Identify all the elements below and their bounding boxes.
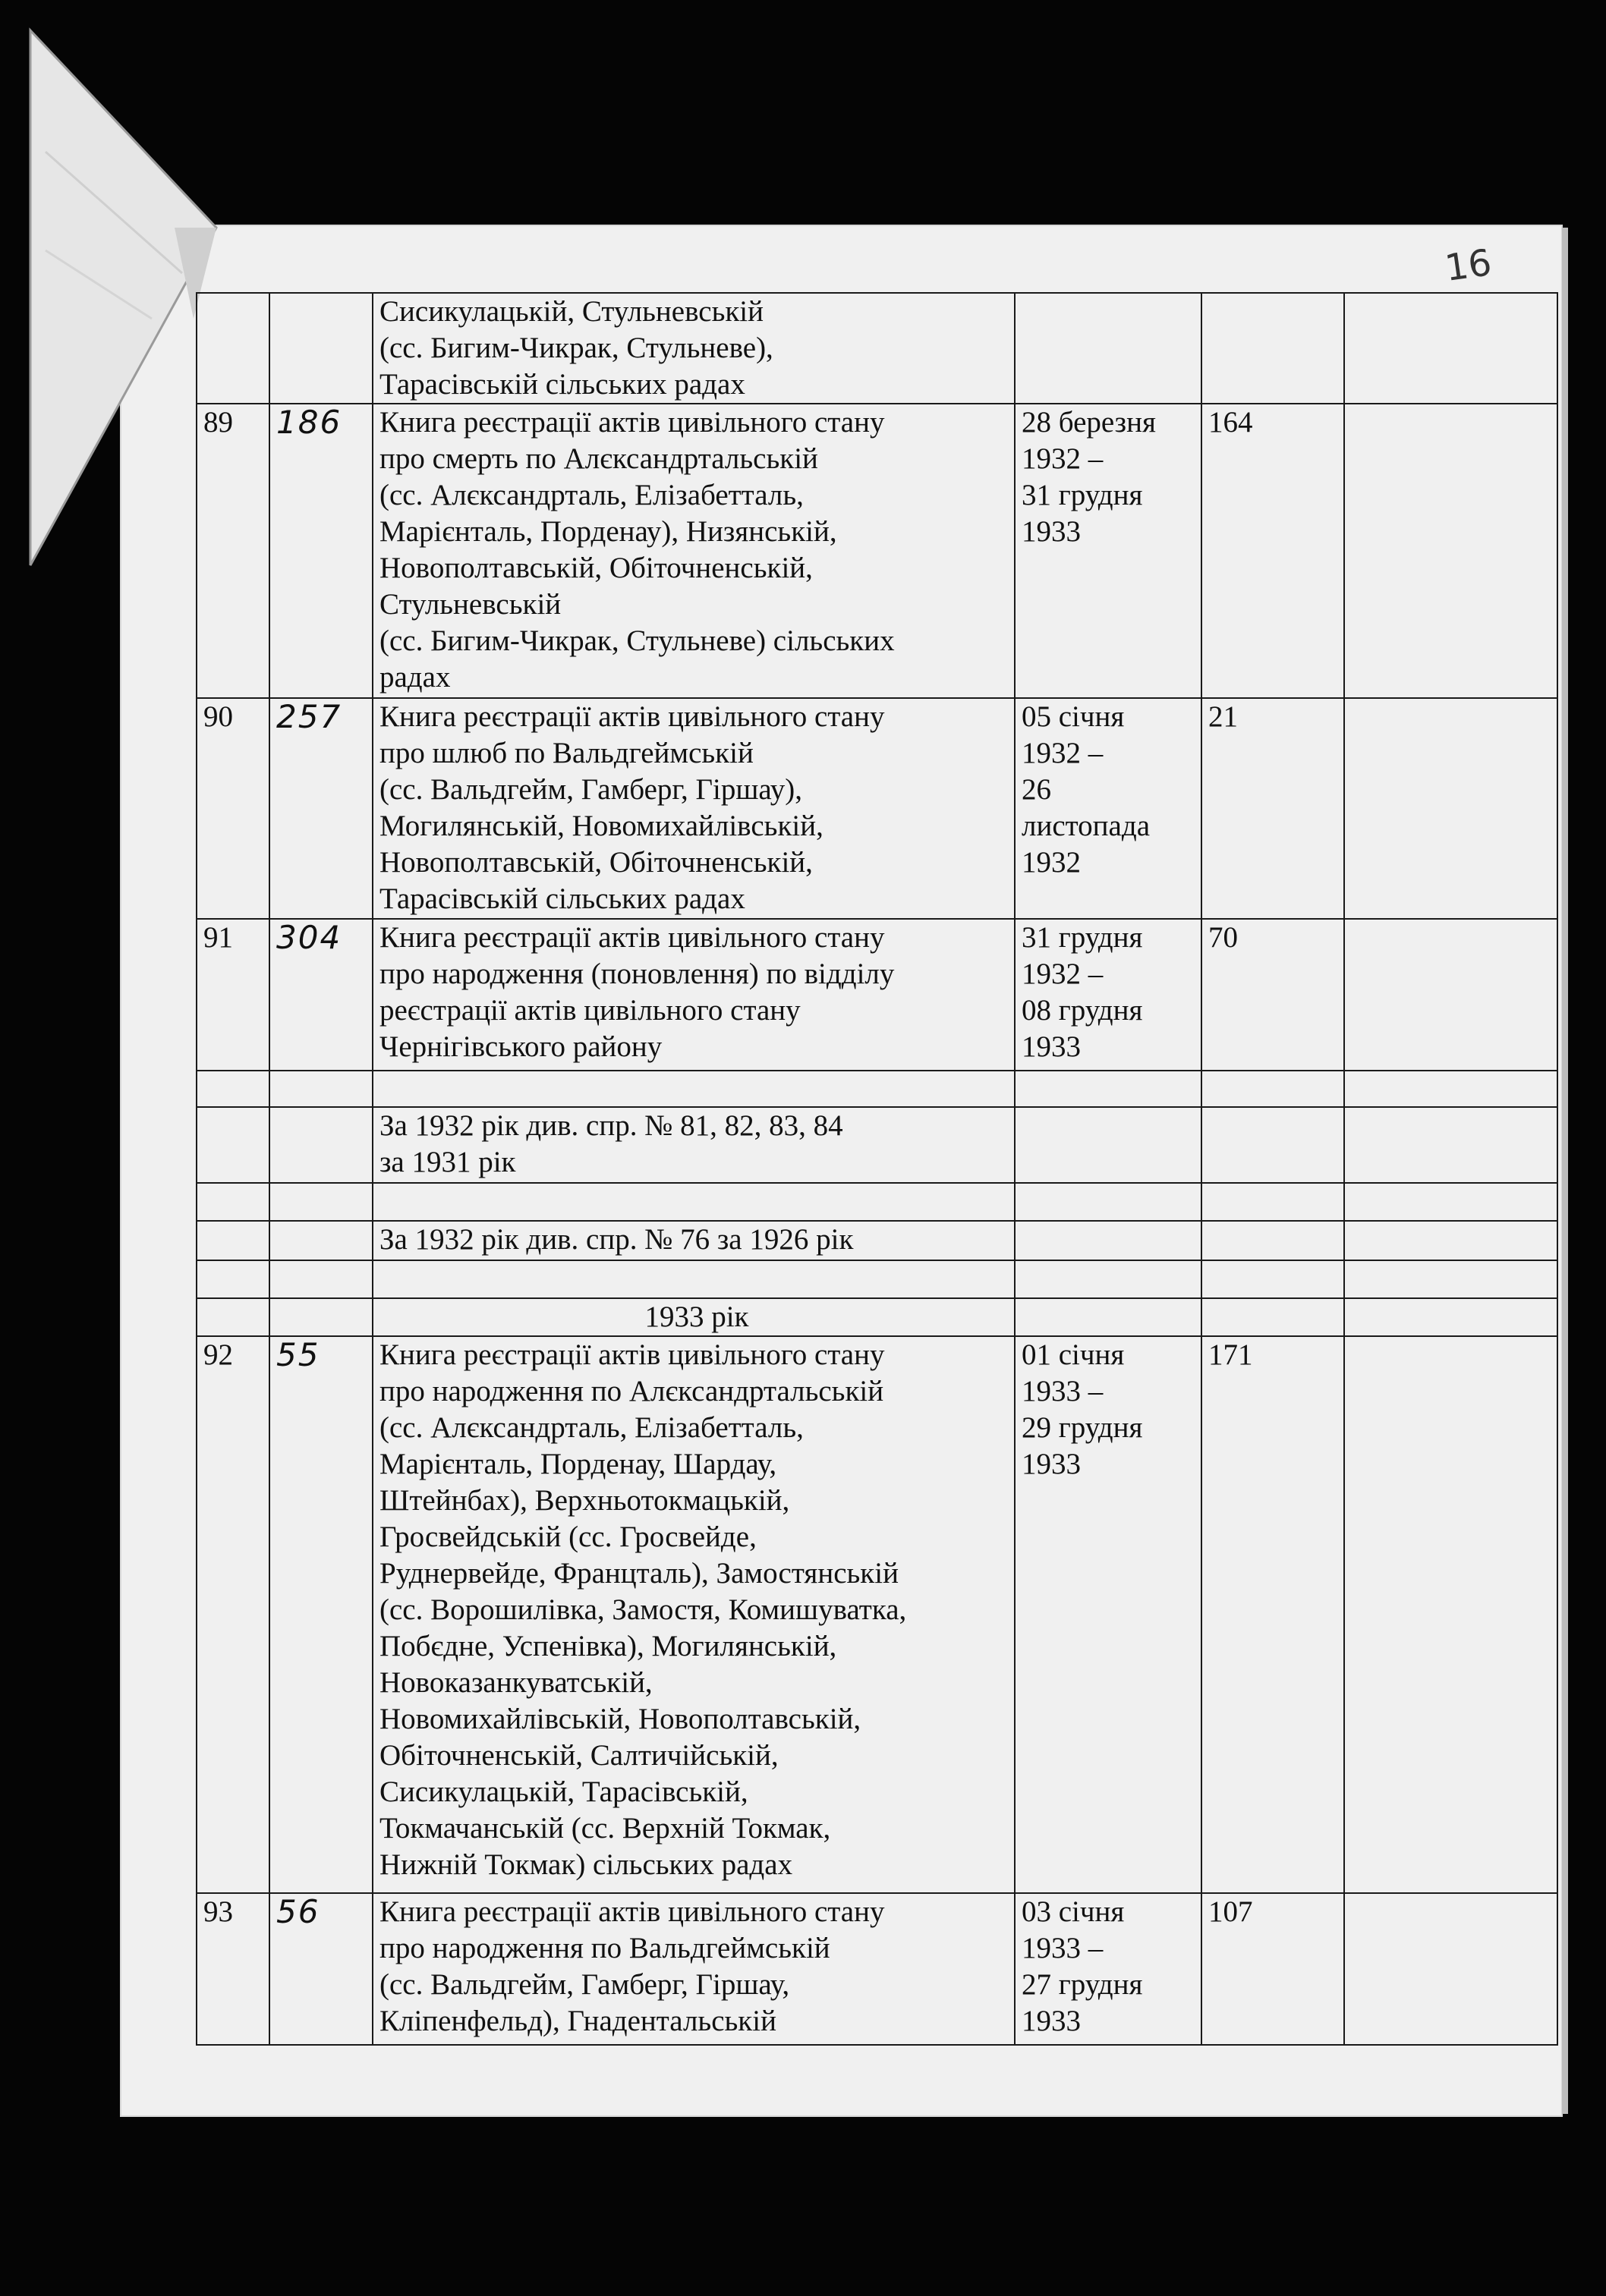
table-row bbox=[197, 1221, 1557, 1260]
register-table bbox=[196, 292, 1558, 2046]
row-description: Книга реєстрації актів цивільного стану про шлюб по Вальдгеймській (сс. Вальдгейм, Гамберг, Гіршау), Могилянській, Новомихайлівській, Новополтавській, Обіточненській, Тарасівській сільських радах bbox=[373, 698, 1015, 919]
row-pages bbox=[1201, 293, 1344, 404]
row-notes bbox=[1344, 293, 1557, 404]
row-number: 92 bbox=[197, 1336, 269, 1893]
row-description: Книга реєстрації актів цивільного стану про народження по Алєксандртальській (сс. Алєксандрталь, Елізабетталь, Марієнталь, Порденау, Шардау, Штейнбах), Верхньотокмацькій, Гросвейдській (сс. Гросвейде, Руднервейде, Францталь), Замостянській (сс. Ворошилівка, Замостя, Комишуватка, Побєдне, Успенівка), Могилянській, Новоказанкуватській, Новомихайлівській, Новополтавській, Обіточненській, Салтичійській, Сисикулацькій, Тарасівській, Токмачанській (сс. Верхній Токмак, Нижній Токмак) сільських радах bbox=[373, 1336, 1015, 1893]
table-row bbox=[197, 1336, 1557, 1893]
row-pages: 70 bbox=[1201, 919, 1344, 1071]
row-pages: 107 bbox=[1201, 1893, 1344, 2045]
cross-reference-note: За 1932 рік див. спр. № 81, 82, 83, 84 за 1931 рік bbox=[373, 1107, 1015, 1183]
row-notes bbox=[1344, 1336, 1557, 1893]
row-number bbox=[197, 293, 269, 404]
row-notes bbox=[1344, 919, 1557, 1071]
row-dates bbox=[1015, 293, 1201, 404]
row-dates: 03 січня 1933 – 27 грудня 1933 bbox=[1015, 1893, 1201, 2045]
archive-number bbox=[269, 293, 373, 404]
row-number: 89 bbox=[197, 404, 269, 698]
year-heading: 1933 рік bbox=[373, 1298, 1015, 1336]
archive-number: 186 bbox=[269, 404, 373, 698]
row-number: 93 bbox=[197, 1893, 269, 2045]
table-row bbox=[197, 698, 1557, 919]
row-number: 90 bbox=[197, 698, 269, 919]
row-description: Книга реєстрації актів цивільного стану про смерть по Алєксандртальській (сс. Алєксандрталь, Елізабетталь, Марієнталь, Порденау), Низянській, Новополтавській, Обіточненській, Стульневській (сс. Бигим-Чикрак, Стульневе) сільських радах bbox=[373, 404, 1015, 698]
archive-number: 304 bbox=[269, 919, 373, 1071]
archive-number: 257 bbox=[269, 698, 373, 919]
row-notes bbox=[1344, 698, 1557, 919]
row-pages: 164 bbox=[1201, 404, 1344, 698]
row-dates: 05 січня 1932 – 26 листопада 1932 bbox=[1015, 698, 1201, 919]
table-row bbox=[197, 1893, 1557, 2045]
table-row bbox=[197, 404, 1557, 698]
row-pages: 171 bbox=[1201, 1336, 1344, 1893]
row-dates: 31 грудня 1932 – 08 грудня 1933 bbox=[1015, 919, 1201, 1071]
row-description: Книга реєстрації актів цивільного стану про народження (поновлення) по відділу реєстрації актів цивільного стану Чернігівського району bbox=[373, 919, 1015, 1071]
page-edge bbox=[1562, 228, 1568, 2114]
row-dates: 01 січня 1933 – 29 грудня 1933 bbox=[1015, 1336, 1201, 1893]
table-row bbox=[197, 293, 1557, 404]
row-description: Сисикулацькій, Стульневській (сс. Бигим-Чикрак, Стульневе), Тарасівській сільських радах bbox=[373, 293, 1015, 404]
row-number: 91 bbox=[197, 919, 269, 1071]
page-number: 16 bbox=[1442, 241, 1494, 290]
row-description: Книга реєстрації актів цивільного стану про народження по Вальдгеймській (сс. Вальдгейм, Гамберг, Гіршау, Кліпенфельд), Гнадентальській bbox=[373, 1893, 1015, 2045]
empty-row bbox=[197, 1071, 1557, 1107]
table-row bbox=[197, 1107, 1557, 1183]
row-dates: 28 березня 1932 – 31 грудня 1933 bbox=[1015, 404, 1201, 698]
row-pages: 21 bbox=[1201, 698, 1344, 919]
table-row bbox=[197, 919, 1557, 1071]
empty-row bbox=[197, 1183, 1557, 1221]
archive-number: 55 bbox=[269, 1336, 373, 1893]
row-notes bbox=[1344, 1893, 1557, 2045]
empty-row bbox=[197, 1260, 1557, 1298]
archive-number: 56 bbox=[269, 1893, 373, 2045]
cross-reference-note: За 1932 рік див. спр. № 76 за 1926 рік bbox=[373, 1221, 1015, 1260]
row-notes bbox=[1344, 404, 1557, 698]
year-heading-row bbox=[197, 1298, 1557, 1336]
